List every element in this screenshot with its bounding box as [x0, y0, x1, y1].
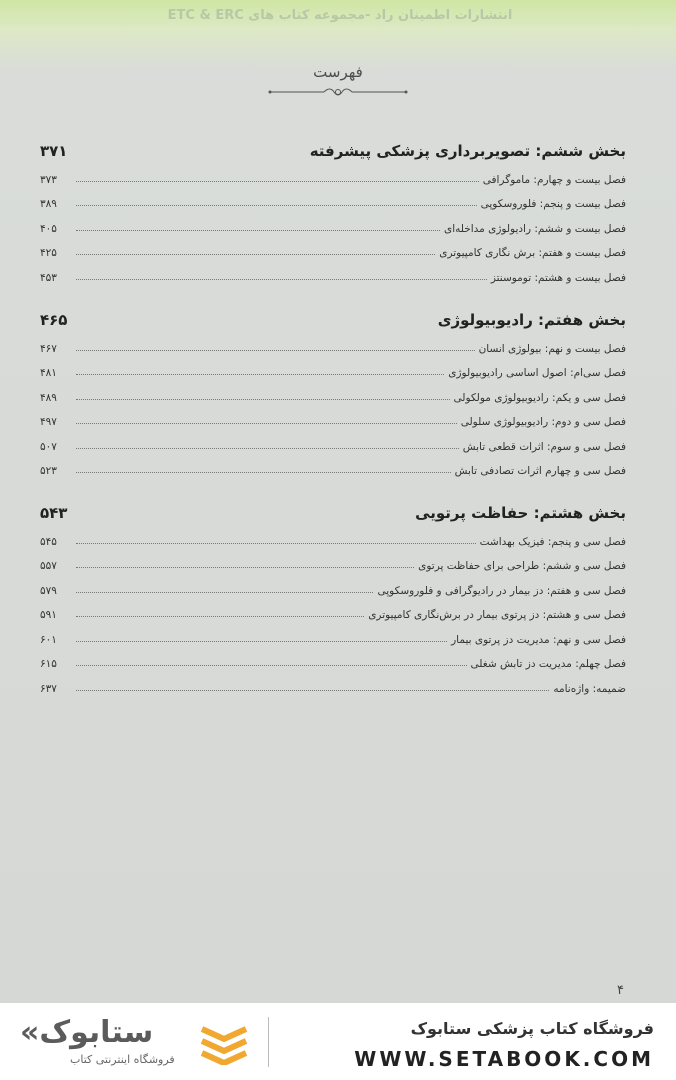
- toc-entry-label: فصل سی‌ام: اصول اساسی رادیوبیولوژی: [448, 367, 626, 379]
- dot-leader: [76, 567, 414, 568]
- toc-entry-label: فصل بیست و هفتم: برش نگاری کامپیوتری: [439, 247, 626, 259]
- store-logo: [20, 1013, 260, 1073]
- toc-entry-page: ۵۵۷: [40, 560, 57, 572]
- toc-entry-label: فصل سی و ششم: طراحی برای حفاظت پرتوی: [418, 560, 626, 572]
- toc-entry-page: ۳۷۳: [40, 173, 57, 186]
- dot-leader: [76, 374, 444, 375]
- toc-section-7: [40, 302, 626, 479]
- toc-entry-label: فصل سی و چهارم اثرات تصادفی تابش: [454, 465, 626, 477]
- toc-entry-page: ۵۹۱: [40, 609, 57, 621]
- toc-entry-label: فصل چهلم: مدیریت دز تابش شغلی: [470, 658, 626, 670]
- toc-entry: [40, 188, 626, 213]
- toc-entry-page: ۴۰۵: [40, 222, 57, 235]
- section-page-number: ۴۶۵: [40, 311, 68, 329]
- store-url[interactable]: WWW.SETABOOK.COM: [354, 1047, 654, 1071]
- footer-banner: [0, 1003, 676, 1080]
- toc-entry-page: ۴۲۵: [40, 247, 57, 259]
- section-title: بخش هفتم: رادیوبیولوژی: [437, 311, 626, 329]
- footer-divider: [268, 1017, 269, 1067]
- toc-entry: [40, 332, 626, 357]
- section-heading: [40, 495, 626, 525]
- toc-entry: [40, 599, 626, 624]
- toc-entry-label: فصل بیست و هشتم: توموسنتز: [490, 271, 626, 284]
- toc-entry: [40, 381, 626, 406]
- section-page-number: ۳۷۱: [40, 142, 68, 160]
- toc-entry-page: ۴۹۷: [40, 416, 57, 428]
- section-title: بخش هشتم: حفاظت پرتویی: [415, 504, 626, 522]
- dot-leader: [76, 254, 435, 255]
- toc-title: فهرست: [313, 63, 363, 81]
- dot-leader: [76, 543, 476, 544]
- toc-entry: [40, 430, 626, 455]
- toc-entry-label: فصل سی و دوم: رادیوبیولوژی سلولی: [460, 416, 626, 428]
- toc-entry-label: فصل سی و سوم: اثرات قطعی تابش: [462, 440, 626, 453]
- toc-entry: [40, 406, 626, 431]
- toc-entry-label: فصل سی و یکم: رادیوبیولوژی مولکولی: [453, 391, 626, 404]
- toc-entry-page: ۴۵۳: [40, 271, 57, 284]
- toc-entry-label: فصل بیست و چهارم: ماموگرافی: [482, 173, 626, 186]
- toc-entry-page: ۴۸۱: [40, 367, 57, 379]
- toc-entry-label: فصل سی و هشتم: دز پرتوی بیمار در برش‌نگاری کامپیوتری: [368, 609, 626, 621]
- store-name: فروشگاه کتاب پزشکی ستابوک: [410, 1019, 654, 1038]
- section-heading: [40, 302, 626, 332]
- toc-entry: [40, 455, 626, 480]
- dot-leader: [76, 616, 364, 617]
- toc-entry-label: فصل سی و هفتم: دز بیمار در رادیوگرافی و فلوروسکوپی: [377, 584, 626, 597]
- toc-entry: [40, 163, 626, 188]
- section-page-number: ۵۴۳: [40, 504, 68, 522]
- logo-wordmark: «ستابوک: [20, 1015, 154, 1050]
- toc-entry-page: ۳۸۹: [40, 198, 57, 210]
- dot-leader: [76, 181, 479, 182]
- toc-entry-page: ۴۶۷: [40, 342, 57, 355]
- dot-leader: [76, 350, 475, 351]
- dot-leader: [76, 279, 487, 280]
- dot-leader: [76, 448, 459, 449]
- toc-entry: [40, 574, 626, 599]
- dot-leader: [76, 690, 549, 691]
- toc-entry: [40, 672, 626, 697]
- toc-entry-page: ۵۴۵: [40, 535, 57, 548]
- toc-entry-page: ۵۲۳: [40, 465, 57, 477]
- dot-leader: [76, 205, 477, 206]
- running-head: انتشارات اطمینان راد -مجموعه کتاب های ETC & ERC: [167, 8, 513, 23]
- ornament-divider-icon: [268, 84, 408, 100]
- toc-entry-page: ۶۰۱: [40, 633, 57, 646]
- toc-entry-label: ضمیمه: واژه‌نامه: [553, 682, 626, 695]
- toc-entry: [40, 623, 626, 648]
- dot-leader: [76, 472, 451, 473]
- toc-entry: [40, 237, 626, 262]
- dot-leader: [76, 665, 467, 666]
- dot-leader: [76, 399, 450, 400]
- dot-leader: [76, 641, 447, 642]
- toc-entry: [40, 357, 626, 382]
- toc-entry-page: ۴۸۹: [40, 391, 57, 404]
- page-number: ۴: [617, 983, 624, 998]
- toc-section-8: [40, 495, 626, 697]
- toc-entry-page: ۶۱۵: [40, 658, 57, 670]
- toc-entry: [40, 261, 626, 286]
- dot-leader: [76, 423, 457, 424]
- toc-entry-label: فصل بیست و نهم: بیولوژی انسان: [478, 342, 626, 355]
- toc-entry-page: ۵۰۷: [40, 440, 57, 453]
- toc-entry-label: فصل بیست و ششم: رادیولوژی مداخله‌ای: [443, 222, 626, 235]
- book-stack-icon: [198, 1021, 250, 1065]
- toc-entry: [40, 525, 626, 550]
- dot-leader: [76, 230, 440, 231]
- toc-entry-label: فصل سی و پنجم: فیزیک بهداشت: [479, 535, 626, 548]
- toc-entry: [40, 212, 626, 237]
- toc-entry: [40, 648, 626, 673]
- toc-entry-label: فصل سی و نهم: مدیریت دز پرتوی بیمار: [451, 633, 626, 646]
- dot-leader: [76, 592, 373, 593]
- toc-entry-page: ۶۳۷: [40, 682, 57, 695]
- toc-entry-page: ۵۷۹: [40, 584, 57, 597]
- section-title: بخش ششم: تصویربرداری پزشکی پیشرفته: [309, 142, 626, 160]
- section-heading: [40, 133, 626, 163]
- toc-section-6: [40, 133, 626, 286]
- toc-entry: [40, 550, 626, 575]
- toc-entry-label: فصل بیست و پنجم: فلوروسکوپی: [480, 198, 626, 210]
- logo-subtitle: فروشگاه اینترنتی کتاب: [70, 1053, 175, 1066]
